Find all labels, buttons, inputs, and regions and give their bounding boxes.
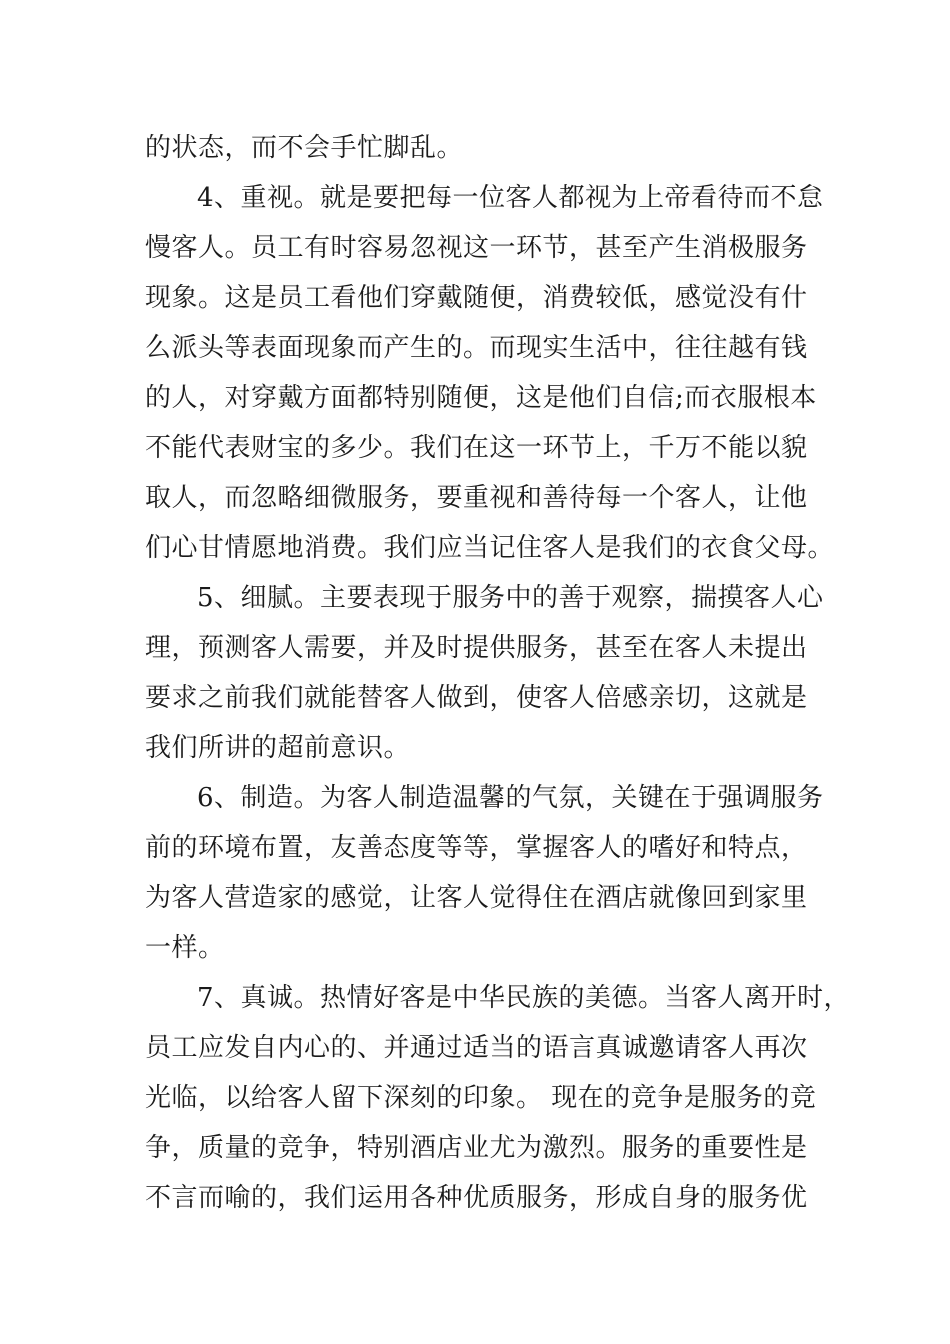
text-line: 员工应发自内心的、并通过适当的语言真诚邀请客人再次	[145, 1033, 808, 1063]
text-line: 慢客人。员工有时容易忽视这一环节，甚至产生消极服务	[145, 233, 808, 263]
text-line: 的状态，而不会手忙脚乱。	[145, 133, 464, 163]
text-line: 要求之前我们就能替客人做到，使客人倍感亲切，这就是	[145, 683, 808, 713]
text-line: 我们所讲的超前意识。	[145, 733, 411, 763]
text-line: 为客人营造家的感觉，让客人觉得住在酒店就像回到家里	[145, 883, 808, 913]
text-line: 理，预测客人需要，并及时提供服务，甚至在客人未提出	[145, 633, 808, 663]
text-line: 不言而喻的，我们运用各种优质服务，形成自身的服务优	[145, 1183, 808, 1213]
text-line: 现象。这是员工看他们穿戴随便，消费较低，感觉没有什	[145, 283, 808, 313]
text-line: 争，质量的竞争，特别酒店业尤为激烈。服务的重要性是	[145, 1133, 808, 1163]
text-line: 取人，而忽略细微服务，要重视和善待每一个客人，让他	[145, 483, 808, 513]
text-line: 们心甘情愿地消费。我们应当记住客人是我们的衣食父母。	[145, 533, 835, 563]
text-line: 一样。	[145, 933, 225, 963]
paragraph-first-line: 6、制造。为客人制造温馨的气氛，关键在于强调服务	[197, 783, 824, 813]
paragraph-first-line: 5、细腻。主要表现于服务中的善于观察，揣摸客人心	[197, 583, 824, 613]
paragraph-first-line: 7、真诚。热情好客是中华民族的美德。当客人离开时，	[197, 983, 851, 1013]
text-line: 么派头等表面现象而产生的。而现实生活中，往往越有钱	[145, 333, 808, 363]
text-line: 的人，对穿戴方面都特别随便，这是他们自信;而衣服根本	[145, 383, 817, 413]
text-line: 不能代表财宝的多少。我们在这一环节上，千万不能以貌	[145, 433, 808, 463]
text-line: 光临，以给客人留下深刻的印象。 现在的竞争是服务的竞	[145, 1083, 817, 1113]
text-line: 前的环境布置，友善态度等等，掌握客人的嗜好和特点，	[145, 833, 808, 863]
paragraph-first-line: 4、重视。就是要把每一位客人都视为上帝看待而不怠	[197, 183, 824, 213]
